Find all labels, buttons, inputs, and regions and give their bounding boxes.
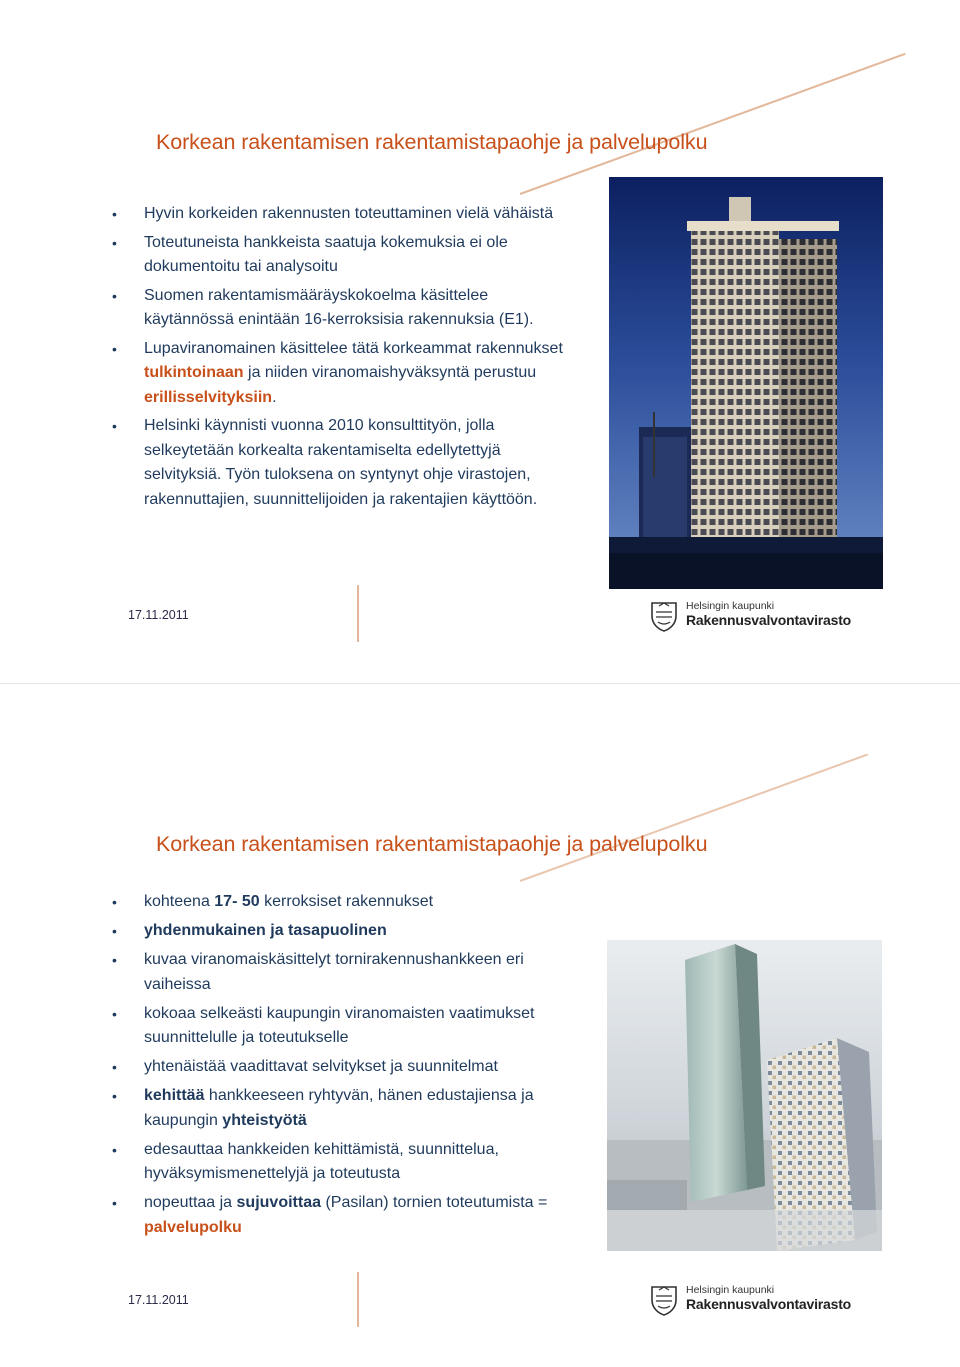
bold-text: yhdenmukainen ja tasapuolinen: [144, 922, 387, 939]
decorative-vertical-line: [357, 585, 359, 642]
logo-city-text: Helsingin kaupunki: [686, 1284, 775, 1296]
bold-text: kehittää: [144, 1087, 205, 1104]
list-item: • Suomen rakentamismääräyskokoelma käsittelee käytännössä enintään 16-kerroksisia rakennuksia (E1).: [112, 284, 582, 333]
helsinki-logo: [650, 1282, 890, 1318]
logo-office-text: Rakennusvalvontavirasto: [686, 612, 852, 628]
list-item: • Toteutuneista hankkeista saatuja kokemuksia ei ole dokumentoitu tai analysoitu: [112, 231, 582, 280]
highlight-text: palvelupolku: [144, 1218, 242, 1236]
helsinki-crest-icon: [650, 600, 678, 632]
decorative-vertical-line: [357, 1272, 359, 1327]
bold-text: sujuvoittaa: [236, 1194, 321, 1211]
bullet-list: [112, 202, 582, 516]
slide-1: [0, 0, 960, 683]
list-item: • Helsinki käynnisti vuonna 2010 konsulttityön, jolla selkeytetään korkealta rakentamiselta edellytettyjä selvityksiä. Työn tuloksena on syntynyt ohje virastojen, rakennuttajien, suunnittelijoiden ja rakentajien käyttöön.: [112, 414, 582, 512]
list-item: • nopeuttaa ja sujuvoittaa (Pasilan) tornien toteutumista = palvelupolku: [112, 1191, 592, 1240]
logo-city-text: Helsingin kaupunki: [686, 600, 775, 612]
tower-photo: [609, 177, 883, 589]
list-item: • Hyvin korkeiden rakennusten toteuttaminen vielä vähäistä: [112, 202, 582, 227]
logo-office-text: Rakennusvalvontavirasto: [686, 1296, 852, 1312]
decorative-diagonal-line: [520, 53, 906, 195]
bullet-icon: •: [112, 418, 117, 434]
bullet-icon: •: [112, 206, 117, 222]
bullet-icon: •: [112, 923, 117, 939]
highlight-text: tulkintoinaan: [144, 364, 244, 381]
bullet-icon: •: [112, 1059, 117, 1075]
bold-text: yhteistyötä: [222, 1111, 307, 1129]
bullet-icon: •: [112, 1088, 117, 1104]
bullet-list: [112, 890, 592, 1245]
tower-building-illustration: [609, 177, 883, 589]
list-item: • kokoaa selkeästi kaupungin viranomaisten vaatimukset suunnittelulle ja toteutukselle: [112, 1002, 592, 1051]
bullet-icon: •: [112, 1195, 117, 1211]
list-item: • edesauttaa hankkeiden kehittämistä, suunnittelua, hyväksymismenettelyjä ja toteutusta: [112, 1138, 592, 1187]
bold-text: 17- 50: [214, 893, 260, 910]
highlight-text: erillisselvityksiin: [144, 388, 273, 406]
bullet-icon: •: [112, 340, 117, 357]
list-item: • kuvaa viranomaiskäsittelyt tornirakennushankkeen eri vaiheissa: [112, 948, 592, 997]
slide-date: 17.11.2011: [128, 608, 189, 622]
list-item: • kehittää hankkeeseen ryhtyvän, hänen edustajiensa ja kaupungin yhteistyötä: [112, 1084, 592, 1133]
list-item: • kohteena 17- 50 kerroksiset rakennukset: [112, 890, 592, 915]
list-item: • yhtenäistää vaadittavat selvitykset ja suunnitelmat: [112, 1055, 592, 1080]
pasila-towers-illustration: [607, 940, 882, 1251]
helsinki-logo: [650, 598, 890, 634]
decorative-diagonal-line: [520, 754, 868, 882]
bullet-icon: •: [112, 1005, 117, 1022]
bullet-icon: •: [112, 952, 117, 968]
list-item: [112, 919, 592, 944]
slide-2: [0, 684, 960, 1367]
bullet-icon: •: [112, 287, 117, 304]
bullet-icon: •: [112, 1141, 117, 1158]
bullet-icon: •: [112, 894, 117, 910]
slide-title: Korkean rakentamisen rakentamistapaohje ja palvelupolku: [156, 130, 708, 154]
list-item: • Lupaviranomainen käsittelee tätä korkeammat rakennukset tulkintoinaan ja niiden viranomaishyväksyntä perustuu erillisselvityksiin.: [112, 337, 582, 411]
helsinki-crest-icon: [650, 1284, 678, 1316]
slide-title: Korkean rakentamisen rakentamistapaohje ja palvelupolku: [156, 832, 708, 856]
towers-rendering: [607, 940, 882, 1251]
bullet-icon: •: [112, 234, 117, 251]
slide-date: 17.11.2011: [128, 1293, 189, 1307]
